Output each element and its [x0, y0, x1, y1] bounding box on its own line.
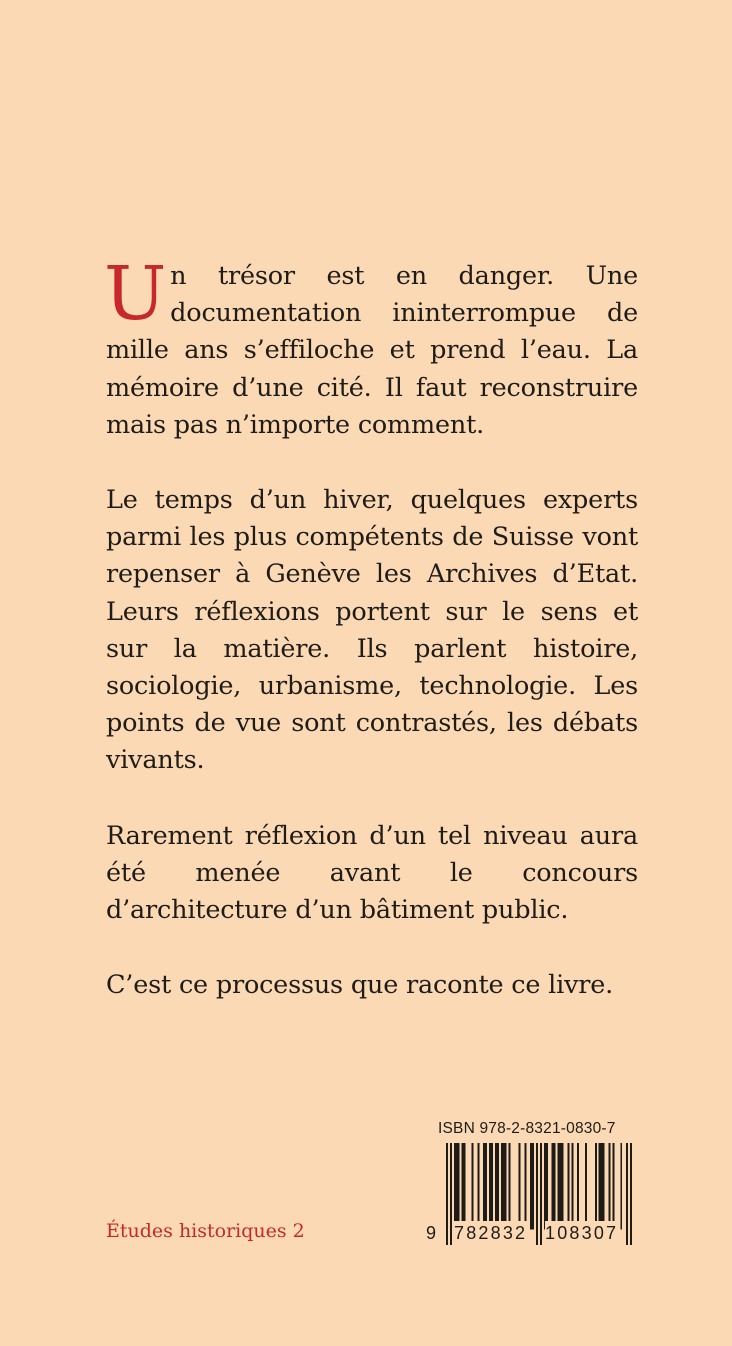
barcode-bar [471, 1143, 473, 1229]
drop-cap: U [104, 251, 167, 337]
barcode-bar [505, 1143, 507, 1229]
barcode-bar [544, 1143, 546, 1229]
barcode-bar [585, 1143, 587, 1229]
barcode-bar [577, 1143, 579, 1229]
barcode-bar [501, 1143, 503, 1229]
back-cover-blurb [104, 251, 638, 1004]
barcode-bar [601, 1143, 603, 1229]
barcode-guard-bar [630, 1143, 632, 1245]
barcode-bar [609, 1143, 611, 1229]
barcode-bar [612, 1143, 614, 1229]
barcode-bar [485, 1143, 487, 1229]
isbn-label: ISBN 978-2-8321-0830-7 [438, 1120, 616, 1137]
barcode-bar [483, 1143, 485, 1229]
barcode-bar [552, 1143, 554, 1229]
barcode-guard-bar [626, 1143, 628, 1245]
barcode-bar [530, 1143, 532, 1229]
barcode-guard-bar [540, 1143, 542, 1245]
barcode-guard-bar [536, 1143, 538, 1245]
barcode-bar [491, 1143, 493, 1229]
barcode-bar [524, 1143, 526, 1229]
blurb-paragraph-3: Rarement réflexion d’un tel niveau aura été menée avant le concours d’architecture d’un bâtiment public. [106, 820, 638, 926]
blurb-paragraph-1 [104, 251, 638, 444]
barcode-bar [503, 1143, 505, 1229]
barcode-bar [497, 1143, 499, 1229]
barcode-bar [571, 1143, 573, 1229]
barcode-first-digit: 9 [426, 1223, 437, 1243]
barcode-left-digits: 782832 [454, 1223, 528, 1243]
barcode-bar [464, 1143, 466, 1229]
barcode-right-digits: 108307 [545, 1223, 619, 1243]
barcode-bar [456, 1143, 458, 1229]
barcode-bar [509, 1143, 511, 1229]
barcode-bar [567, 1143, 569, 1229]
barcode-bar [518, 1143, 520, 1229]
barcode-bar [603, 1143, 605, 1229]
barcode-bar [546, 1143, 548, 1229]
barcode-bar [477, 1143, 479, 1229]
barcode-bar [489, 1143, 491, 1229]
barcode-bar [599, 1143, 601, 1229]
blurb-paragraph-4: C’est ce processus que raconte ce livre. [106, 970, 614, 1001]
barcode-guard-bar [446, 1143, 448, 1245]
barcode-guard-bar [450, 1143, 452, 1245]
barcode-bar [532, 1143, 534, 1229]
barcode-bar [562, 1143, 564, 1229]
barcode-bar [454, 1143, 456, 1229]
barcode-bar [462, 1143, 464, 1229]
barcode-bar [558, 1143, 560, 1229]
barcode-bar [458, 1143, 460, 1229]
barcode-bar [554, 1143, 556, 1229]
blurb-paragraph-2: Le temps d’un hiver, quelques experts parmi les plus compétents de Suisse vont repenser à Genève les Archives d’Etat. Leurs réflexions portent sur le sens et sur la matière. Ils parlent histoire, sociologie, urbanisme, technologie. Les points de vue sont contrastés, les débats vivants. [106, 485, 638, 776]
barcode-bar [560, 1143, 562, 1229]
barcode-bar [620, 1143, 622, 1229]
barcode-bar [595, 1143, 597, 1229]
series-label: Études historiques 2 [106, 1220, 305, 1242]
blurb-paragraph-1-text: n trésor est en danger. Une documentation ininterrompue de mille ans s’effiloche et prend l’eau. La mémoire d’une cité. Il faut reconstruire mais pas n’importe comment. [106, 261, 638, 440]
barcode-bar [495, 1143, 497, 1229]
